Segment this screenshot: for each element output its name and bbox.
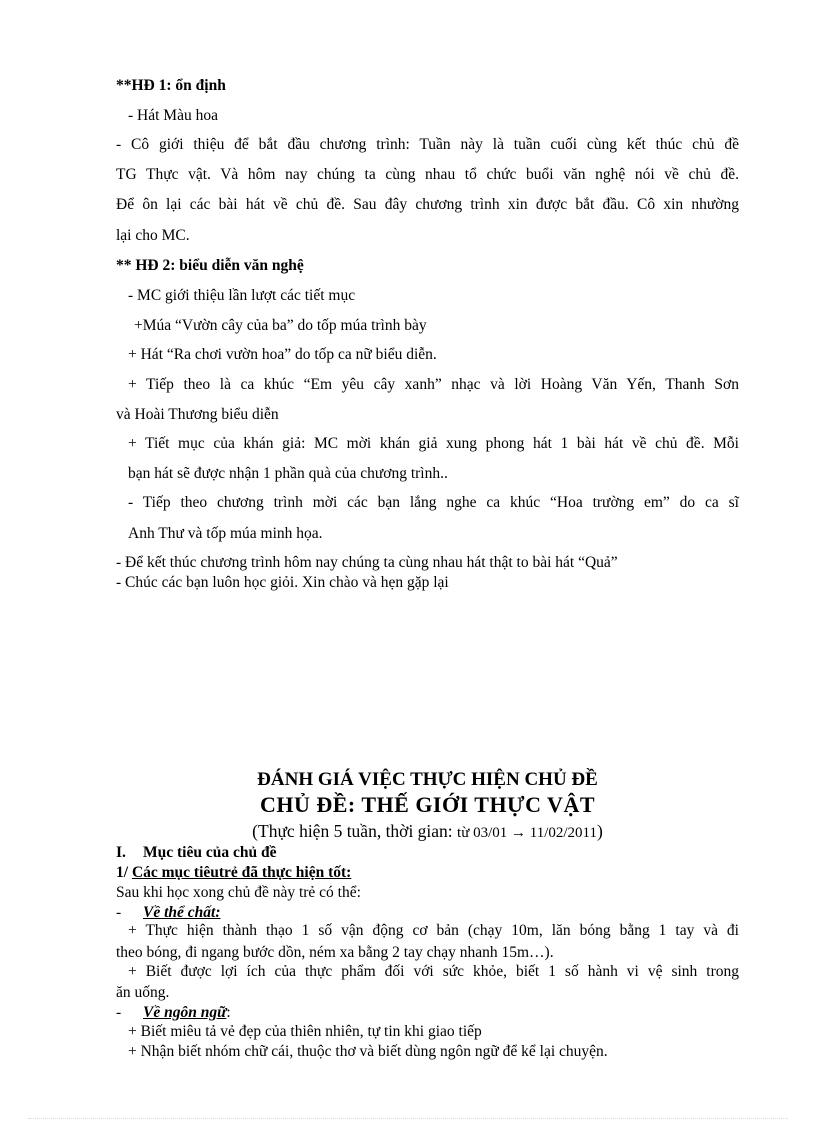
hd1-title: **HĐ 1: ổn định	[116, 77, 226, 94]
hd2-title: ** HĐ 2: biểu diễn văn nghệ	[116, 257, 304, 274]
hd2-audience-line-2: bạn hát sẽ được nhận 1 phần quà của chương trình..	[128, 465, 448, 482]
period-suffix: )	[596, 821, 603, 841]
evaluation-period	[116, 819, 739, 845]
hd2-item-3: + Hát “Ra chơi vườn hoa” do tốp ca nữ biểu diễn.	[128, 346, 437, 363]
hd2-item-1: - MC giới thiệu lần lượt các tiết mục	[128, 287, 356, 304]
sub-heading-1	[116, 863, 351, 883]
page-bottom-divider	[28, 1118, 788, 1119]
physical-2a: + Biết được lợi ích của thực phẩm đối với sức khỏe, biết 1 số hành vi vệ sinh trong	[128, 963, 739, 980]
language-2: + Nhận biết nhóm chữ cái, thuộc thơ và biết dùng ngôn ngữ để kể lại chuyện.	[128, 1043, 608, 1060]
intro-line: Sau khi học xong chủ đề này trẻ có thể:	[116, 884, 361, 901]
hd1-intro-line-2: TG Thực vật. Và hôm nay chúng ta cùng nhau tổ chức buổi văn nghệ nói về chủ đề.	[116, 166, 739, 183]
language-1: + Biết miêu tả vẻ đẹp của thiên nhiên, tự tin khi giao tiếp	[128, 1023, 482, 1040]
physical-2b: ăn uống.	[116, 984, 170, 1001]
hd2-next-line-1: - Tiếp theo chương trình mời các bạn lắng nghe ca khúc “Hoa trường em” do ca sĩ	[128, 494, 739, 511]
hd2-item-2: +Múa “Vườn cây của ba” do tốp múa trình bày	[134, 317, 427, 334]
hd2-song-line-2: và Hoài Thương biểu diễn	[116, 406, 279, 423]
sub-heading-1-text: Các mục tiêutrẻ đã thực hiện tốt:	[131, 864, 352, 881]
language-label: Về ngôn ngữ	[143, 1004, 227, 1021]
evaluation-subtitle: CHỦ ĐỀ: THẾ GIỚI THỰC VẬT	[259, 792, 596, 817]
hd2-next-line-2: Anh Thư và tốp múa minh họa.	[128, 525, 323, 542]
evaluation-title: ĐÁNH GIÁ VIỆC THỰC HIỆN CHỦ ĐỀ	[257, 769, 598, 790]
hd1-intro-line-3: Để ôn lại các bài hát về chủ đề. Sau đây chương trình xin được bắt đầu. Cô xin nhường	[116, 196, 739, 213]
physical-label: Về thể chất:	[143, 904, 221, 921]
hd2-audience-line-1: + Tiết mục của khán giả: MC mời khán giả xung phong hát 1 bài hát về chủ đề. Mỗi	[128, 435, 739, 452]
physical-1a: + Thực hiện thành thạo 1 số vận động cơ bản (chạy 10m, lăn bóng bằng 1 tay và đi	[128, 922, 739, 939]
heading-i: Mục tiêu của chủ đề	[143, 844, 277, 861]
closing-line-1: - Để kết thúc chương trình hôm nay chúng ta cùng nhau hát thật to bài hát “Quả”	[116, 554, 618, 571]
period-dates: từ 03/01 → 11/02/2011	[457, 825, 597, 841]
hd1-intro-line-1: - Cô giới thiệu để bắt đầu chương trình: Tuần này là tuần cuối cùng kết thúc chủ đề	[116, 136, 739, 153]
period-prefix: (Thực hiện 5 tuần, thời gian:	[252, 821, 458, 841]
hd1-intro-last: lại cho MC.	[116, 227, 190, 244]
physical-dash: -	[116, 904, 122, 921]
language-dash: -	[116, 1004, 122, 1021]
physical-1b: theo bóng, đi ngang bước dồn, ném xa bằng 2 tay chạy nhanh 15m…).	[116, 944, 554, 961]
language-heading	[143, 1003, 231, 1023]
hd1-song: - Hát Màu hoa	[128, 107, 218, 124]
sub-heading-1-number: 1/	[116, 864, 132, 881]
hd2-song-line-1: + Tiếp theo là ca khúc “Em yêu cây xanh” nhạc và lời Hoàng Văn Yến, Thanh Sơn	[128, 376, 739, 393]
heading-i-number: I.	[116, 844, 126, 861]
language-colon: :	[226, 1004, 231, 1021]
closing-line-2: - Chúc các bạn luôn học giỏi. Xin chào và hẹn gặp lại	[116, 574, 449, 591]
